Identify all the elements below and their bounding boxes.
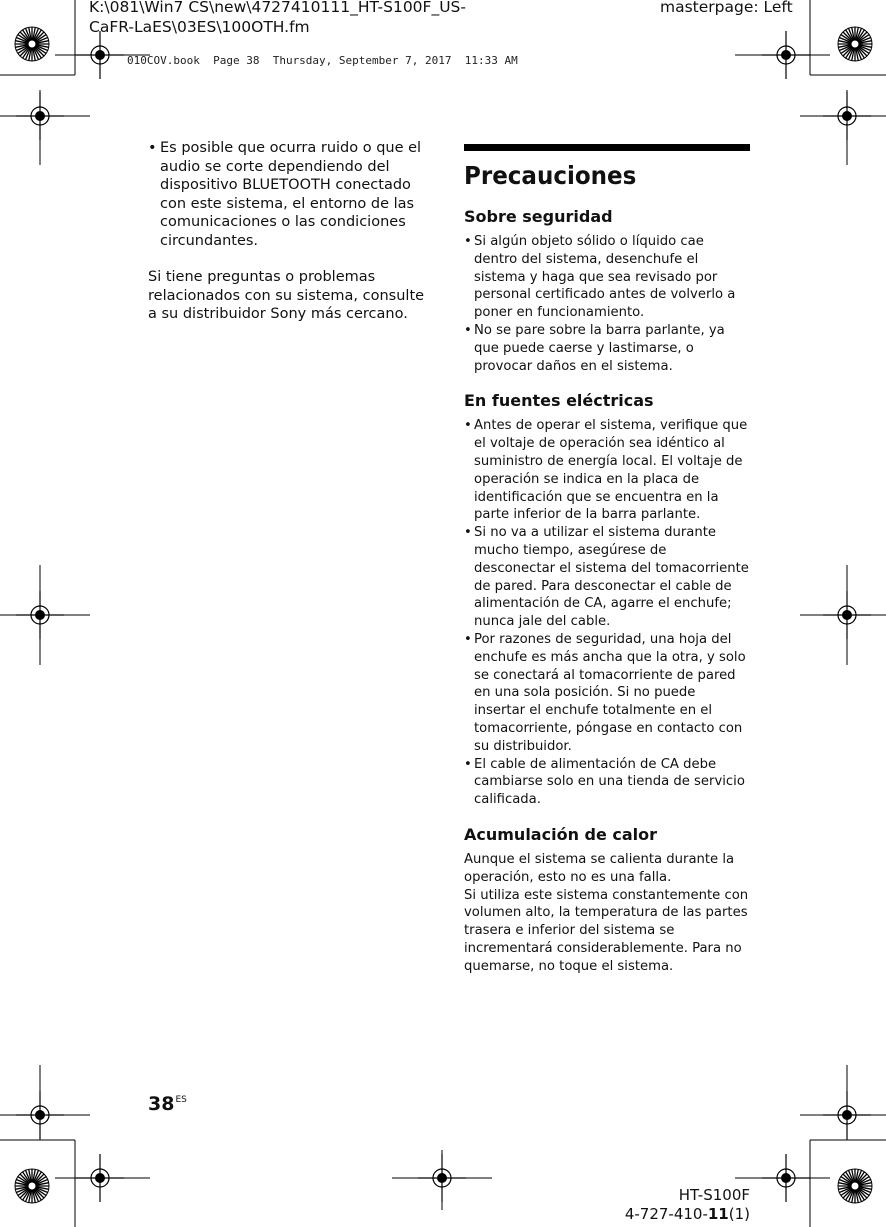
model-name: HT-S100F bbox=[678, 1186, 750, 1204]
part-suffix: (1) bbox=[728, 1205, 750, 1223]
list-item: • Antes de operar el sistema, verifique que el voltaje de operación sea idéntico al suministro de energía local. El voltaje de operación se indica en la placa de identificación que se encuentra en la parte inferior de la barra parlante. bbox=[464, 417, 750, 524]
heat-paragraph: Si utiliza este sistema constantemente con volumen alto, la temperatura de las partes trasera e inferior del sistema se incrementará considerablemente. Para no quemarse, no toque el sistema. bbox=[464, 887, 749, 974]
page-lang-suffix: ES bbox=[175, 1095, 187, 1105]
list-item: • No se pare sobre la barra parlante, ya que puede caerse y lastimarse, o provocar daños en el sistema. bbox=[464, 322, 750, 375]
safety-list bbox=[464, 233, 750, 375]
list-item: • Por razones de seguridad, una hoja del enchufe es más ancha que la otra, y solo se conectará al tomacorriente de pared en una sola posición. Si no puede insertar el enchufe totalmente en el tomacorriente, póngase en contacto con su distribuidor. bbox=[464, 631, 750, 756]
heading-power: En fuentes eléctricas bbox=[464, 391, 654, 411]
page-number-value: 38 bbox=[148, 1093, 175, 1115]
heat-text bbox=[464, 851, 750, 976]
precautions-section bbox=[464, 144, 750, 975]
heading-heat: Acumulación de calor bbox=[464, 824, 658, 844]
list-item: • Si no va a utilizar el sistema durante mucho tiempo, asegúrese de desconectar el sistema del tomacorriente de pared. Para desconectar el cable de alimentación de CA, agarre el enchufe; nunca jale del cable. bbox=[464, 524, 750, 631]
left-column bbox=[148, 139, 433, 324]
list-item: • Es posible que ocurra ruido o que el audio se corte dependiendo del dispositivo BLUETOOTH conectado con este sistema, el entorno de las comunicaciones o las condiciones circundantes. bbox=[148, 139, 433, 250]
power-list bbox=[464, 417, 750, 809]
masterpage-label: masterpage: Left bbox=[660, 0, 793, 16]
footer-model-info bbox=[625, 1186, 750, 1224]
page-number bbox=[148, 1093, 186, 1115]
book-info-line: 010COV.book Page 38 Thursday, September 7, 2017 11:33 AM bbox=[127, 54, 518, 67]
part-bold: 11 bbox=[707, 1205, 729, 1223]
heading-safety: Sobre seguridad bbox=[464, 207, 613, 226]
support-paragraph: Si tiene preguntas o problemas relacionados con su sistema, consulte a su distribuidor Sony más cercano. bbox=[148, 269, 425, 322]
part-number bbox=[625, 1205, 750, 1224]
section-title: Precauciones bbox=[464, 161, 637, 190]
part-prefix: 4-727-410- bbox=[624, 1205, 708, 1223]
section-rule bbox=[464, 144, 750, 151]
file-path: K:\081\Win7 CS\new\4727410111_HT-S100F_US-CaFR-LaES\03ES\100OTH.fm bbox=[89, 0, 466, 36]
list-item: • Si algún objeto sólido o líquido cae dentro del sistema, desenchufe el sistema y haga que sea revisado por personal certificado antes de volverlo a poner en funcionamiento. bbox=[464, 233, 750, 322]
heat-paragraph: Aunque el sistema se calienta durante la operación, esto no es una falla. bbox=[464, 851, 735, 885]
left-bullet-list bbox=[148, 139, 433, 250]
list-item: • El cable de alimentación de CA debe cambiarse solo en una tienda de servicio calificada. bbox=[464, 756, 750, 809]
